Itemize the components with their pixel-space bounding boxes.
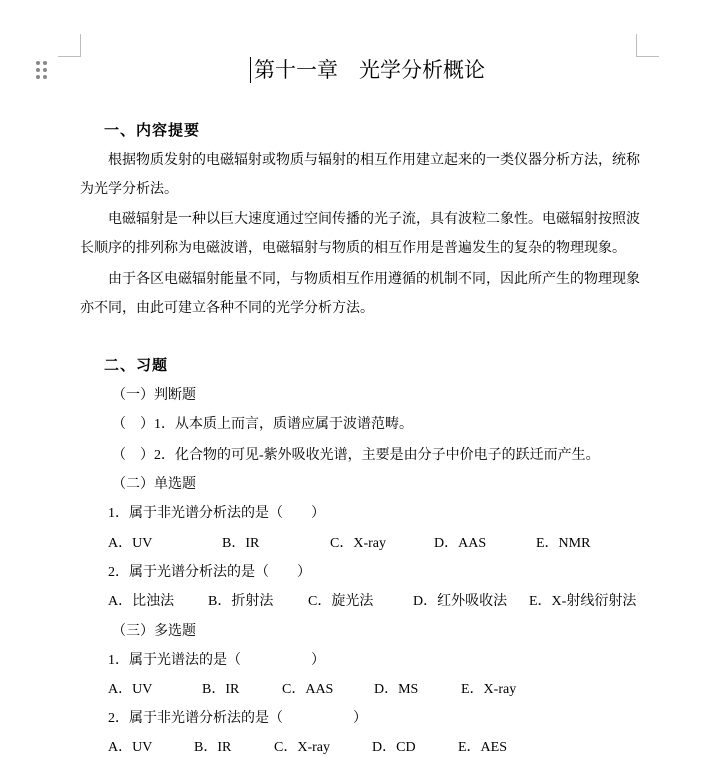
paragraph-line: 长顺序的排列称为电磁波谱，电磁辐射与物质的相互作用是普遍发生的复杂的物理现象。 — [80, 241, 626, 256]
text-cursor — [250, 57, 251, 83]
question: 1．属于非光谱分析法的是（ ） — [108, 506, 325, 521]
option: C．X-ray — [274, 740, 330, 755]
option: A．UV — [108, 682, 153, 697]
option: A．UV — [108, 536, 153, 551]
drag-handle-icon[interactable] — [36, 61, 48, 79]
subsection-label: （一）判断题 — [112, 388, 196, 403]
question: 2．属于非光谱分析法的是（ ） — [108, 711, 367, 726]
option: B．IR — [202, 682, 240, 697]
option: D．红外吸收法 — [413, 594, 508, 609]
section-heading: 二、习题 — [104, 358, 169, 374]
option: E．NMR — [536, 536, 591, 551]
option: B．折射法 — [208, 594, 274, 609]
page-title: 第十一章 光学分析概论 — [254, 58, 485, 82]
subsection-label: （三）多选题 — [112, 624, 196, 639]
option: B．IR — [194, 740, 232, 755]
option: D．AAS — [434, 536, 487, 551]
paragraph-line: 根据物质发射的电磁辐射或物质与辐射的相互作用建立起来的一类仪器分析方法，统称 — [108, 153, 640, 168]
question: （ ）1．从本质上而言，质谱应属于波谱范畴。 — [112, 417, 413, 432]
option: C．旋光法 — [308, 594, 374, 609]
option: A．UV — [108, 740, 153, 755]
paragraph-line: 电磁辐射是一种以巨大速度通过空间传播的光子流，具有波粒二象性。电磁辐射按照波 — [108, 212, 640, 227]
option: E．AES — [458, 740, 507, 755]
option: D．MS — [374, 682, 419, 697]
option: E．X-射线衍射法 — [529, 594, 637, 609]
option: B．IR — [222, 536, 260, 551]
option: D．CD — [372, 740, 416, 755]
section-heading: 一、内容提要 — [104, 123, 201, 139]
option: A．比浊法 — [108, 594, 175, 609]
subsection-label: （二）单选题 — [112, 477, 196, 492]
paragraph-line: 为光学分析法。 — [80, 182, 178, 197]
option: C．AAS — [282, 682, 334, 697]
question: 2．属于光谱分析法的是（ ） — [108, 565, 311, 580]
paragraph-line: 由于各区电磁辐射能量不同，与物质相互作用遵循的机制不同，因此所产生的物理现象 — [108, 272, 640, 287]
margin-mark-top-left — [58, 34, 81, 57]
question: 1．属于光谱法的是（ ） — [108, 653, 325, 668]
margin-mark-top-right — [636, 34, 659, 57]
option: C．X-ray — [330, 536, 386, 551]
option: E．X-ray — [461, 682, 517, 697]
question: （ ）2．化合物的可见-紫外吸收光谱，主要是由分子中价电子的跃迁而产生。 — [112, 448, 600, 463]
paragraph-line: 亦不同，由此可建立各种不同的光学分析方法。 — [80, 301, 374, 316]
